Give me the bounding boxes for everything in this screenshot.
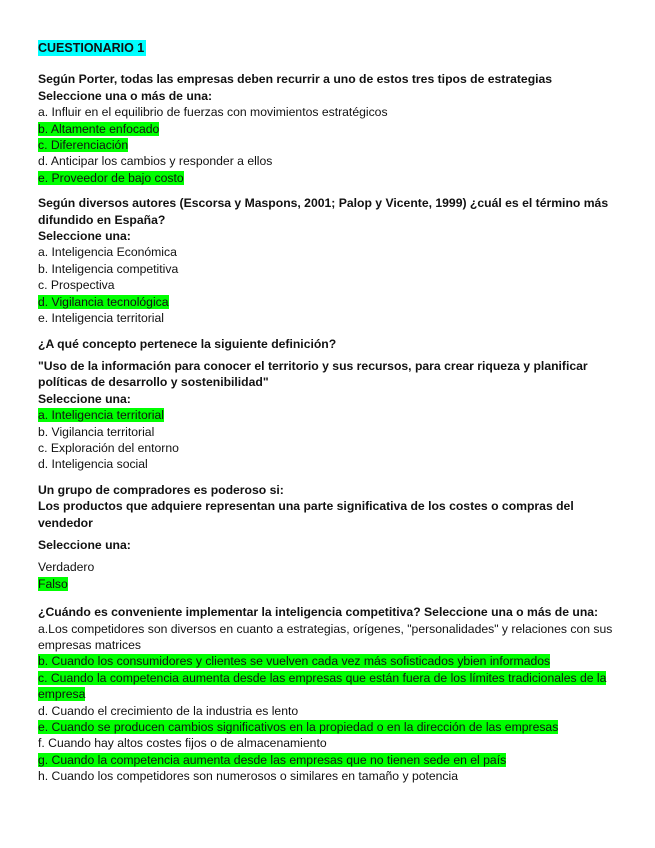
question-instruction: Seleccione una: — [38, 537, 131, 552]
option-b: b. Vigilancia territorial — [38, 424, 155, 439]
option-c: c. Prospectiva — [38, 278, 115, 293]
option-d: d. Vigilancia tecnológica — [38, 294, 169, 309]
question-1 — [38, 71, 613, 186]
question-4 — [38, 482, 613, 592]
option-g: g. Cuando la competencia aumenta desde las empresas que no tienen sede en el país — [38, 752, 507, 767]
question-instruction: Seleccione una: — [38, 391, 131, 406]
document-title: CUESTIONARIO 1 — [38, 41, 145, 55]
option-c: c. Diferenciación — [38, 138, 129, 153]
option-d: d. Anticipar los cambios y responder a ellos — [38, 154, 273, 169]
question-prompt: Según diversos autores (Escorsa y Maspons, 2001; Palop y Vicente, 1999) ¿cuál es el término más — [38, 196, 609, 211]
option-h: h. Cuando los competidores son numerosos o similares en tamaño y potencia — [38, 769, 459, 784]
option-b: b. Inteligencia competitiva — [38, 261, 179, 276]
question-2 — [38, 195, 613, 326]
question-prompt: Según Porter, todas las empresas deben recurrir a uno de estos tres tipos de estrategias — [38, 72, 553, 87]
question-instruction: Seleccione una: — [38, 229, 131, 244]
document-page — [38, 40, 613, 794]
option-a: a.Los competidores son diversos en cuanto a estrategias, orígenes, "personalidades" y relaciones con sus empresas matrices — [38, 621, 613, 652]
option-d: d. Cuando el crecimiento de la industria es lento — [38, 703, 299, 718]
question-prompt-cont: vendedor — [38, 515, 93, 530]
option-true: Verdadero — [38, 560, 95, 575]
option-b: b. Altamente enfocado — [38, 121, 160, 136]
question-prompt: "Uso de la información para conocer el territorio y sus recursos, para crear riqueza y planificar — [38, 358, 588, 373]
option-e: e. Cuando se producen cambios significativos en la propiedad o en la dirección de las empresas — [38, 720, 559, 735]
option-a: a. Inteligencia Económica — [38, 245, 177, 260]
option-d: d. Inteligencia social — [38, 457, 148, 472]
option-e: e. Inteligencia territorial — [38, 311, 164, 326]
option-false: Falso — [38, 576, 68, 591]
question-3 — [38, 336, 613, 473]
option-b: b. Cuando los consumidores y clientes se vuelven cada vez más sofisticados ybien informados — [38, 654, 551, 669]
question-5 — [38, 604, 613, 784]
option-a: a. Influir en el equilibrio de fuerzas con movimientos estratégicos — [38, 105, 388, 120]
option-c: c. Exploración del entorno — [38, 440, 179, 455]
question-prompt-cont: políticas de desarrollo y sostenibilidad" — [38, 375, 269, 390]
question-prompt-cont: Los productos que adquiere representan una parte significativa de los costes o compras del — [38, 499, 574, 514]
option-f: f. Cuando hay altos costes fijos o de almacenamiento — [38, 736, 327, 751]
question-prompt-cont: difundido en España? — [38, 212, 166, 227]
question-heading: ¿A qué concepto pertenece la siguiente definición? — [38, 336, 337, 351]
option-a: a. Inteligencia territorial — [38, 408, 164, 423]
question-instruction: Seleccione una o más de una: — [38, 88, 213, 103]
question-prompt: Un grupo de compradores es poderoso si: — [38, 482, 284, 497]
option-c: c. Cuando la competencia aumenta desde las empresas que están fuera de los límites tradicionales de la empresa — [38, 670, 607, 702]
question-prompt: ¿Cuándo es conveniente implementar la inteligencia competitiva? Seleccione una o más de una: — [38, 605, 599, 620]
option-e: e. Proveedor de bajo costo — [38, 170, 184, 185]
